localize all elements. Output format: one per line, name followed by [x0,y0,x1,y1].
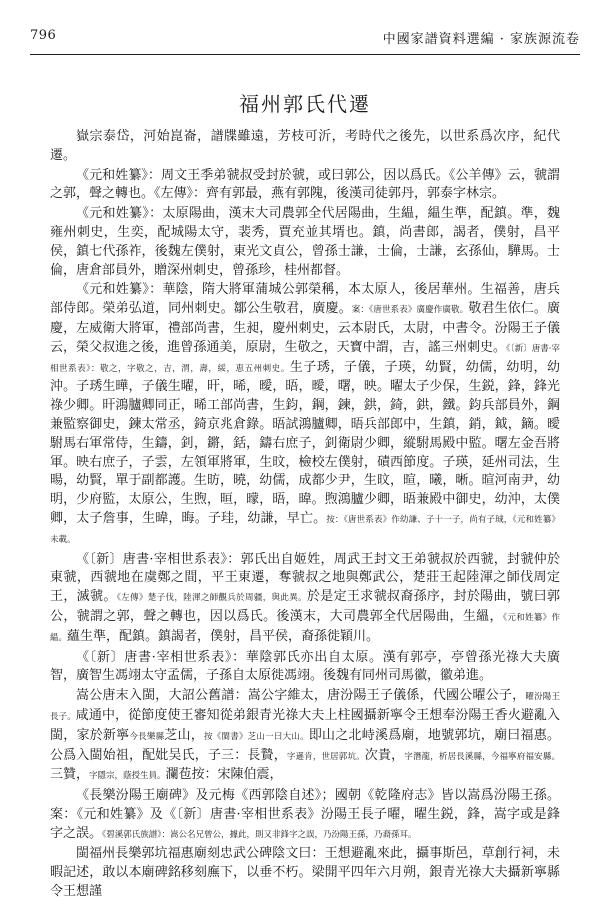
text-run: 《〔新〕唐書·宰相世系表》：華陰郭氏亦出自太原。漢有郭亭，亭曾孫光祿大夫廣智，廣智生馮翊太守孟儒，子孫自太原徙馮翊。後魏有同州司馬徽，徽弟進。 [50,649,560,684]
inline-note: 字遜肯，世居郭坑。 [286,751,365,762]
inline-note: 《元和姓纂》作緼。 [50,612,560,643]
inline-note: 字隱宗，蔭授生員。 [89,771,166,782]
text-run: 嵩公唐末入閩，大詔公舊譜：嵩公字維太，唐汾陽王子儀係，代國公曜公子， [76,688,526,704]
inline-note: 今長樂縣 [129,731,165,742]
inline-note: 曜汾陽王長子。 [50,692,560,722]
text-run: 芝山， [164,727,205,743]
paragraph [50,787,560,844]
text-run: 《元和姓纂》：華陰，隋大將軍蒲城公郭榮稱，本太原人，後居華州。生福善，唐兵部侍郎。榮弟弘道，同州刺史。鄒公生敬君，廣慶。 [50,282,560,317]
inline-note: 按《閩書》芝山一曰大山。 [204,731,309,742]
text-run: 《長樂汾陽王廟碑》及元梅《西郭陰自述》；國朝《乾隆府志》皆以嵩爲汾陽王孫。案：《元和姓纂》及《〔新〕唐書·宰相世系表》汾陽王長子曜，曜生鋭，鋒，嵩字或是鋒字之誤。 [50,788,560,841]
paragraph [50,551,560,648]
text-run: 三贊， [50,767,90,783]
text-run: 蘊生準，配鎮。鎮謁者，僕射，昌平侯，裔孫徙穎川。 [67,628,380,644]
page-header [30,28,580,50]
inline-note: 《〔新〕唐書·宰相世系表》：敬之，字敬之，吉，渭，壽，綏，恵五州刺史。 [50,343,560,374]
paragraph [50,687,560,786]
text-run: 咸通中，從節度使王審知從弟銀青光祿大夫上柱國攝新寧令王想奉汾陽王香火避亂入閩，家於新寧 [50,707,560,743]
text-run: 《〔新〕唐書·宰相世系表》：郭氏出自姬姓，周武王封文王弟虢叔於西虢，封虢仲於東虢，西虢地在虞鄭之間，平王東遷，奪虢叔之地與鄭武公，楚莊王起陸渾之師伐周定王，滅虢。 [50,551,560,605]
inline-note: 《左傳》楚子伐，陸渾之師觀兵於周疆，與此異。 [116,593,307,604]
running-head: 中國家譜資料選編 · 家族源流卷 [382,32,580,47]
paragraph [50,167,560,205]
page-number: 796 [30,28,57,43]
text-run: 敬君生依仁。廣慶，左威衛大將軍，禮部尚書，生昶，慶州刺史，云本尉氏，太尉，中書令。汾陽王子儀云，榮父叔進之後，進曾孫通美，原尉，生敬之，天寶中謂，吉，謠三州刺史。 [50,301,560,355]
section-title: 福州郭氏代遷 [239,92,371,116]
header-rule [30,54,580,55]
text-run: 即山之北峙溪爲廟，地號郭坑，廟曰福惠。公爲入閩始祖，配妣吴氏，子三：長贄， [50,727,560,763]
inline-note: 按：《唐世系表》作幼謙、子十一子，尚有子珹，《元和姓纂》未載。 [50,514,560,545]
text-run: 閩福州長樂郭坑福惠廟刻忠武公碑陰文曰：王想避亂來此，攝事斯邑，草創行祠，未暇記述，敢以本廟碑銘移刻廡下，以垂不朽。梁開平四年六月朔，銀青光祿大夫攝新寧縣令王想謹 [50,846,560,900]
paragraph [50,845,560,901]
text-run: 於是定王求虢叔裔孫序，封於陽曲，號曰郭公，虢謂之郭，聲之轉也，因以爲氏。後漢末，大司農郭全代居陽曲，生縕， [50,589,560,624]
text-run: 《元和姓纂》：太原陽曲，漢末大司農郭全代居陽曲，生緼，緼生準，配鎮。準，魏雍州刺史，生奕，配城陽太守，裴秀，賈充並其壻也。鎮，尚書郎，謁者，僕射，昌平侯，鎮七代孫祚，後魏左僕射，東光文貞公，曾孫士謙，士倫，士謙，玄孫仙，驊馬。士倫，唐倉部員外，贈深州刺史，曾孫珍，桂州都督。 [50,206,560,278]
paragraph [50,205,560,280]
body-text [50,128,560,903]
paragraph [50,649,560,687]
inline-note: 字潛龍，析居長溪縣，今福寧府福安縣。 [404,751,560,762]
paragraph [50,128,560,166]
text-run: 嶽宗泰岱，河始崑崙，譜牒雖遠，芳枝可沂，考時代之後先，以世系爲次序，紀代遷。 [50,129,560,163]
inline-note: 案：《唐世系表》廣慶作廣敬。 [351,305,469,316]
text-run: 瀾苞按：宋陳伯震， [165,767,283,783]
text-run: 《元和姓纂》：周文王季弟虢叔受封於虢，或曰郭公，因以爲氏。《公羊傳》云，虢謂之郭，聲之轉也。《左傳》：齊有郭最，燕有郭隗，後漢司徒郭丹，郭泰字林宗。 [50,167,560,202]
text-run: 生子琇，子儀，子瑛，幼賢，幼儒，幼明，幼沖。子琇生曄，子儀生曜，旰，晞，曖，晤，曖，曙，映。曜太子少保，生鋭，鋒，鋒光祿少卿。旰鴻臚卿同正，晞工部尚書，生鈞，鋼，鍊，鉷，錡，鉷，鐵。鈞兵部員外，鋼兼監察御史，鍊太常丞，錡京兆倉錄。晤試鴻臚卿，晤兵部郎中，生鎮，銷，鉞，鏑。曖駙馬右軍常侍，生鑄，釗，鏘，銛，鑄右庶子，釗衛尉少卿，縱駙馬殿中監。曙左金吾將軍。映右庶子，子雲，左領軍將軍，生旼，檢校左僕射，磧西節度。子瑛，延州司法，生暘，幼賢，單于副都護。生昉，曉，幼儒，成都少尹，生旼，暄，曦，晰。暄河南尹，幼明，少府監，太原公，生煦，晅，曚，晤，暐。煦鴻臚少卿，晤兼殿中御史，幼沖，太僕卿，太子詹事，生暐，晦。子珪，幼謙，早亡。 [50,359,560,526]
text-run: 次貴， [364,747,405,763]
inline-note: 《碧溪郭氏族譜》：嵩公名兄曾公，據此，則又非鋒字之誤，乃汾陽王孫，乃裔孫耳。 [102,829,417,840]
paragraph [50,281,560,549]
